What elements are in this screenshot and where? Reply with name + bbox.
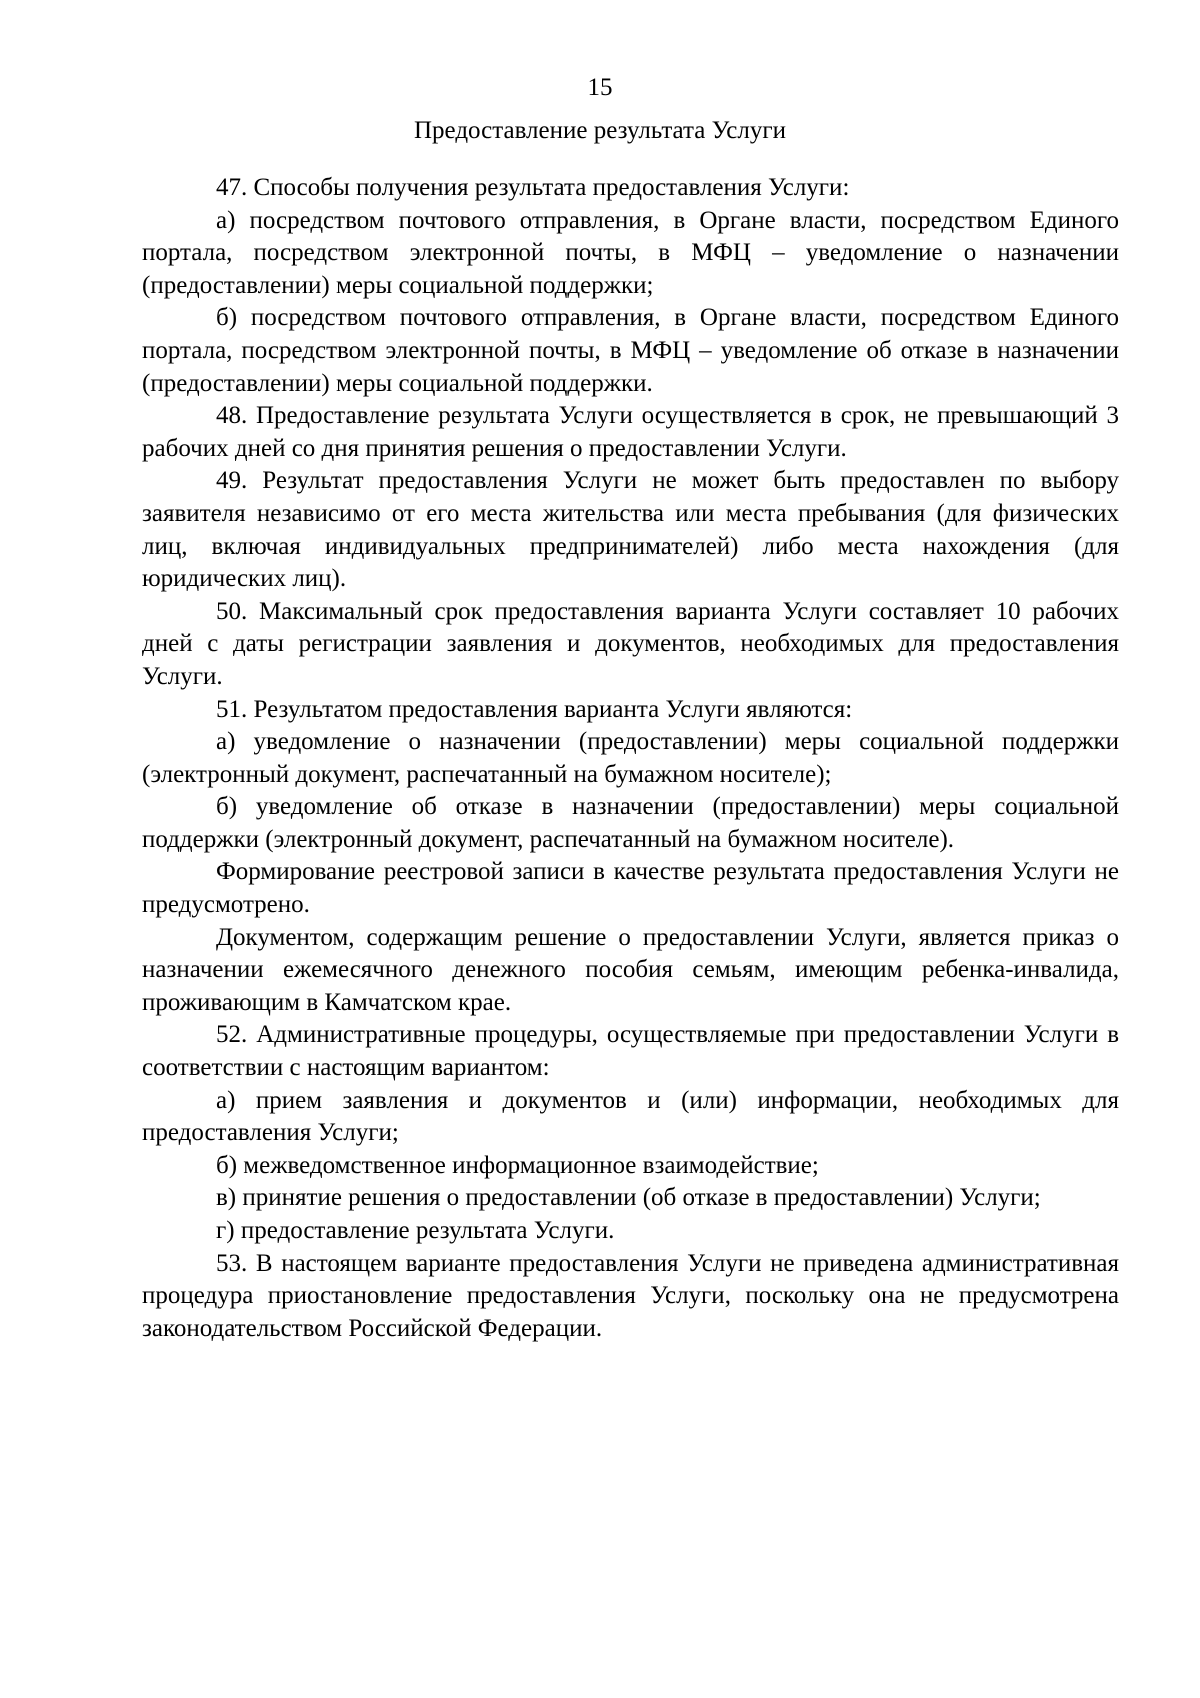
paragraph-52: 52. Административные процедуры, осуществляемые при предоставлении Услуги в соответствии с настоящим вариантом: — [142, 1021, 1119, 1082]
paragraph-51b: б) уведомление об отказе в назначении (предоставлении) меры социальной поддержки (электронный документ, распечатанный на бумажном носителе). — [142, 793, 1119, 853]
paragraph-47a: а) посредством почтового отправления, в Органе власти, посредством Единого портала, посредством электронной почты, в МФЦ – уведомление о назначении (предоставлении) меры социальной поддержки; — [142, 206, 1119, 299]
paragraph-decision-document: Документом, содержащим решение о предоставлении Услуги, является приказ о назначении ежемесячного денежного пособия семьям, имеющим ребенка-инвалида, проживающим в Камчатском крае. — [142, 923, 1119, 1016]
paragraph-52a: а) прием заявления и документов и (или) информации, необходимых для предоставления Услуги; — [142, 1086, 1119, 1147]
paragraph-51: 51. Результатом предоставления варианта Услуги являются: — [216, 695, 853, 723]
paragraph-47: 47. Способы получения результата предоставления Услуги: — [216, 174, 850, 201]
section-title: Предоставление результата Услуги — [414, 117, 786, 144]
paragraph-53: 53. В настоящем варианте предоставления Услуги не приведена административная процедура приостановление предоставления Услуги, поскольку она не предусмотрена законодательством Российской Федерации. — [142, 1249, 1119, 1342]
paragraph-48: 48. Предоставление результата Услуги осуществляется в срок, не превышающий 3 рабочих дней со дня принятия решения о предоставлении Услуги. — [142, 402, 1119, 462]
paragraph-registry-note: Формирование реестровой записи в качестве результата предоставления Услуги не предусмотрено. — [142, 858, 1119, 919]
paragraph-52g: г) предоставление результата Услуги. — [216, 1217, 615, 1244]
document-body — [142, 172, 1119, 1345]
paragraph-49: 49. Результат предоставления Услуги не может быть предоставлен по выбору заявителя независимо от его места жительства или места пребывания (для физических лиц, включая индивидуальных предпринимателей) либо места нахождения (для юридических лиц). — [142, 467, 1119, 593]
paragraph-47b: б) посредством почтового отправления, в Органе власти, посредством Единого портала, посредством электронной почты, в МФЦ – уведомление об отказе в назначении (предоставлении) меры социальной поддержки. — [142, 304, 1119, 397]
paragraph-52b: б) межведомственное информационное взаимодействие; — [216, 1151, 819, 1179]
paragraph-51a: а) уведомление о назначении (предоставлении) меры социальной поддержки (электронный документ, распечатанный на бумажном носителе); — [142, 728, 1119, 788]
paragraph-50: 50. Максимальный срок предоставления варианта Услуги составляет 10 рабочих дней с даты регистрации заявления и документов, необходимых для предоставления Услуги. — [142, 597, 1119, 690]
paragraph-52v: в) принятие решения о предоставлении (об отказе в предоставлении) Услуги; — [216, 1184, 1041, 1212]
page-number: 15 — [587, 74, 613, 101]
